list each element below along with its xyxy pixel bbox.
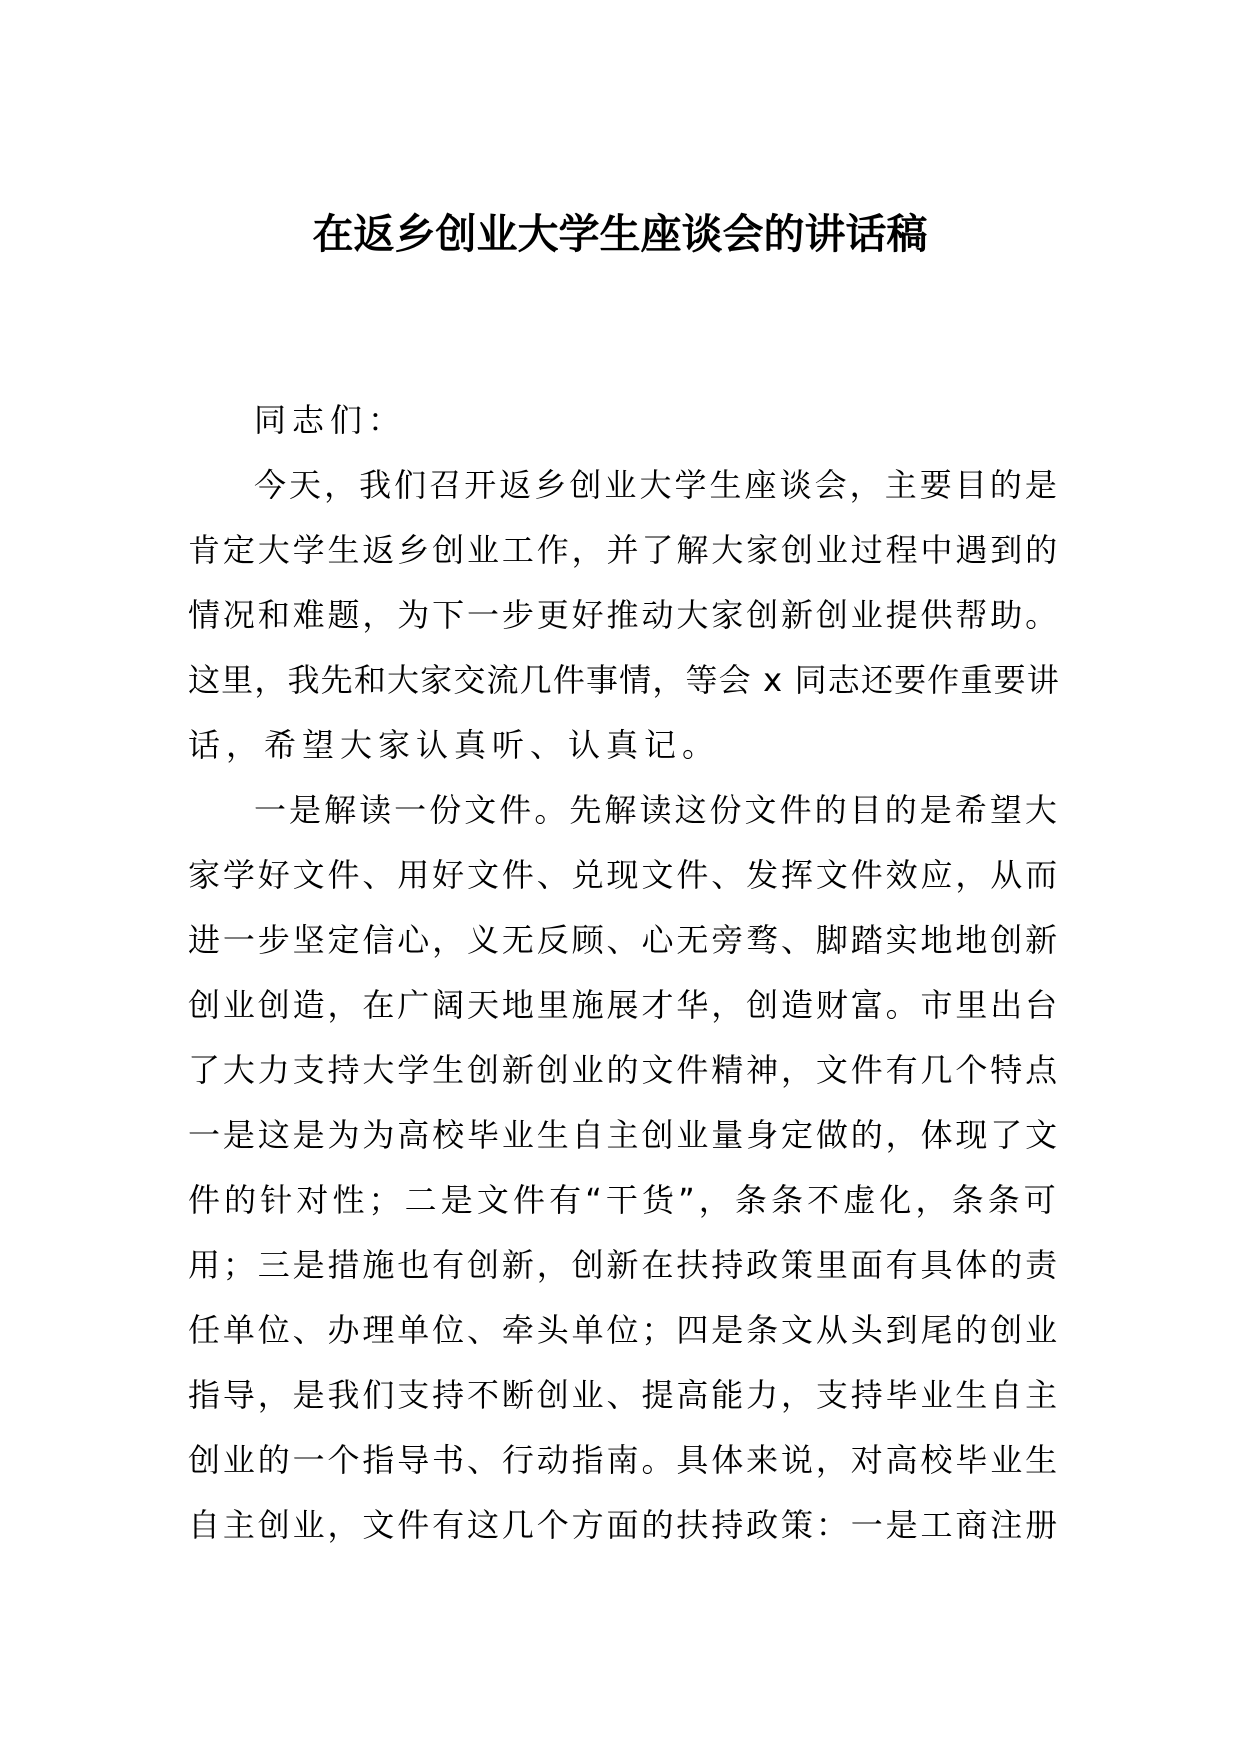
text-line: 同志们：: [254, 401, 407, 439]
document-body: [188, 388, 1060, 1558]
text-line: 肯定大学生返乡创业工作，并了解大家创业过程中遇到的: [188, 531, 1061, 569]
text-line: 件的针对性；二是文件有“干货”，条条不虚化，条条可: [188, 1181, 1060, 1219]
text-line: 创业的一个指导书、行动指南。具体来说，对高校毕业生: [188, 1441, 1061, 1479]
text-line: 用；三是措施也有创新，创新在扶持政策里面有具体的责: [188, 1246, 1061, 1284]
text-line: 这里，我先和大家交流几件事情，等会 x 同志还要作重要讲: [188, 661, 1060, 699]
text-line: 情况和难题，为下一步更好推动大家创新创业提供帮助。: [188, 596, 1061, 634]
text-line: 话，希望大家认真听、认真记。: [188, 726, 721, 764]
text-line: 进一步坚定信心，义无反顾、心无旁骛、脚踏实地地创新: [188, 921, 1061, 959]
text-line: 创业创造，在广阔天地里施展才华，创造财富。市里出台: [188, 986, 1061, 1024]
text-line: 任单位、办理单位、牵头单位；四是条文从头到尾的创业: [188, 1311, 1061, 1349]
text-line: 了大力支持大学生创新创业的文件精神，文件有几个特点: [188, 1051, 1061, 1089]
text-line: 一是这是为为高校毕业生自主创业量身定做的，体现了文: [188, 1116, 1061, 1154]
text-line: 指导，是我们支持不断创业、提高能力，支持毕业生自主: [188, 1376, 1061, 1414]
text-line: 今天，我们召开返乡创业大学生座谈会，主要目的是: [254, 466, 1060, 504]
text-line: 一是解读一份文件。先解读这份文件的目的是希望大: [254, 791, 1060, 829]
document-title: 在返乡创业大学生座谈会的讲话稿: [312, 210, 928, 258]
text-line: 家学好文件、用好文件、兑现文件、发挥文件效应，从而: [188, 856, 1061, 894]
text-line: 自主创业，文件有这几个方面的扶持政策：一是工商注册: [188, 1506, 1061, 1544]
